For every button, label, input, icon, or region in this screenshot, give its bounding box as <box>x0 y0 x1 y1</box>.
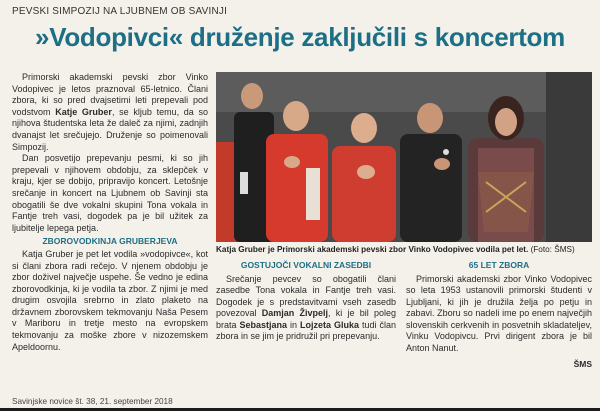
paragraph-concert: Dan posvetijo prepevanju pesmi, ki so jih prepevali v njihovem obdobju, za sklepček v kraju, kjer se dobijo, pripravijo koncert. Letošnje srečanje in koncert na Ljubnem ob Savinji sta obogatili še dve vokalni skupini Tona vokala in Fantje treh vasi, dogodek pa je bil užitek za ljubitelje lepega petja. <box>12 153 208 233</box>
section-label: PEVSKI SIMPOZIJ NA LJUBNEM OB SAVINJI <box>12 6 228 17</box>
article-middle-column <box>216 260 396 343</box>
person-name: Katje Gruber <box>55 106 112 117</box>
paragraph-history: Primorski akademski zbor Vinko Vodopivec so leta 1953 ustanovili primorski študenti v Ljubljani, ki jih je družila želja po petju in zabavi. Zboru so nadeli ime po enem največjih slovenskih cerkvenih in posvetnih skladateljev, Vinku Vodopivcu. Prvi dirigent zbora je bil Anton Nanut. <box>406 273 592 354</box>
headline: »Vodopivci« druženje zaključili s koncertom <box>35 22 565 52</box>
photo-caption <box>216 245 592 254</box>
paragraph-guests: Srečanje pevcev so obogatili člani zasedbe Tona vokala in Fantje treh vasi. Dogodek je s predstavitvami vseh zasedb povezoval Damjan Živpelj, ki je bil poleg brata Sebastjana in Lojzeta Gluka tudi član zbora in se jim je pridružil pri prepevanju. <box>216 273 397 342</box>
choir-photo-illustration <box>216 72 592 242</box>
photo-credit: (Foto: ŠMS) <box>528 245 575 254</box>
caption-text: Katja Gruber je Primorski akademski pevski zbor Vinko Vodopivec vodila pet let. <box>216 245 529 254</box>
paragraph-intro: Primorski akademski pevski zbor Vinko Vodopivec je letos praznoval 65-letnico. Člani zbora, ki so pred dvajsetimi leti prepevali pod vodstvom Katje Gruber, se kljub temu, da so njihova študentska leta že daleč za njimi, zadnjih dvanajst let srečujejo. Druženje so poimenovali Simpozij. <box>12 72 208 152</box>
person-name: Sebastjana <box>239 319 288 330</box>
subheading-guests: GOSTUJOČI VOKALNI ZASEDBI <box>240 260 372 270</box>
author-signature: ŠMS <box>573 358 592 369</box>
choir-photo <box>216 72 592 242</box>
subheading-anniversary: 65 LET ZBORA <box>468 260 530 270</box>
subheading-conductor: ZBOROVODKINJA GRUBERJEVA <box>42 236 178 247</box>
paragraph-conductor: Katja Gruber je pet let vodila »vodopivce«, kot si člani zbora radi rečejo. V njenem obdobju je zbor doživel največje uspehe. Še vedno je edina zborovodkinja, ki je vodila ta zbor. Z njimi je med drugim osvojila srebrno in zlato plaketo na državnem zborovskem tekmovanju Naša Pesem v Mariboru in tretje mesto na evropskem tekmovanju za moške zbore v nizozemskem Apeldoornu. <box>12 248 208 352</box>
person-name: Damjan Živpelj <box>261 308 329 319</box>
article-right-column <box>406 260 592 370</box>
article-left-column <box>12 72 208 353</box>
publication-footer: Savinjske novice št. 38, 21. september 2018 <box>12 397 173 406</box>
person-name: Lojzeta Gluka <box>300 319 360 330</box>
